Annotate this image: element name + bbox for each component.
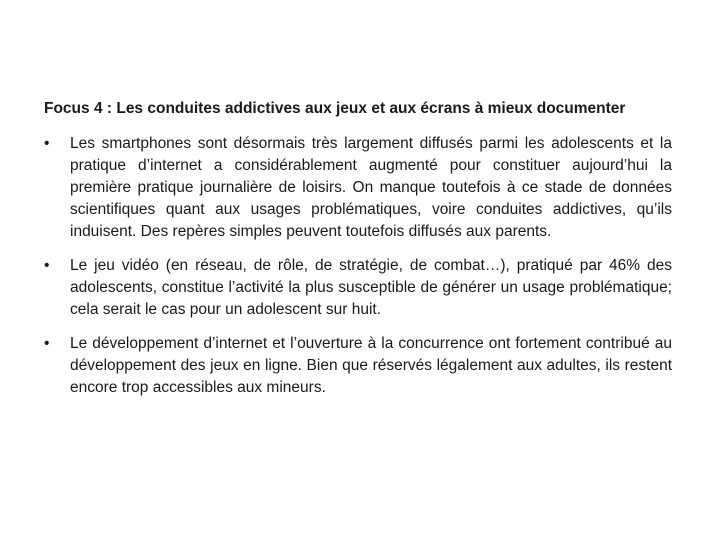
bullet-item xyxy=(44,333,672,399)
bullet-dot-icon: • xyxy=(44,257,50,274)
slide-content xyxy=(44,98,672,411)
bullet-dot-icon: • xyxy=(44,335,50,352)
bullet-dot-icon: • xyxy=(44,135,50,152)
bullet-item xyxy=(44,255,672,321)
bullet-text: Le jeu vidéo (en réseau, de rôle, de stratégie, de combat…), pratiqué par 46% des adolescents, constitue l’activité la plus susceptible de générer un usage problématique; cela serait le cas pour un adolescent sur huit. xyxy=(70,257,672,318)
bullet-list xyxy=(44,133,672,399)
bullet-text: Le développement d’internet et l’ouverture à la concurrence ont fortement contribué au développement des jeux en ligne. Bien que réservés légalement aux adultes, ils restent encore trop accessibles aux mineurs. xyxy=(70,335,672,396)
bullet-text: Les smartphones sont désormais très largement diffusés parmi les adolescents et la pratique d’internet a considérablement augmenté pour constituer aujourd’hui la première pratique journalière de loisirs. On manque toutefois à ce stade de données scientifiques quant aux usages problématiques, voire conduites addictives, qu’ils induisent. Des repères simples peuvent toutefois diffusés aux parents. xyxy=(70,135,672,240)
bullet-item xyxy=(44,133,672,243)
slide-title: Focus 4 : Les conduites addictives aux jeux et aux écrans à mieux documenter xyxy=(44,100,626,117)
